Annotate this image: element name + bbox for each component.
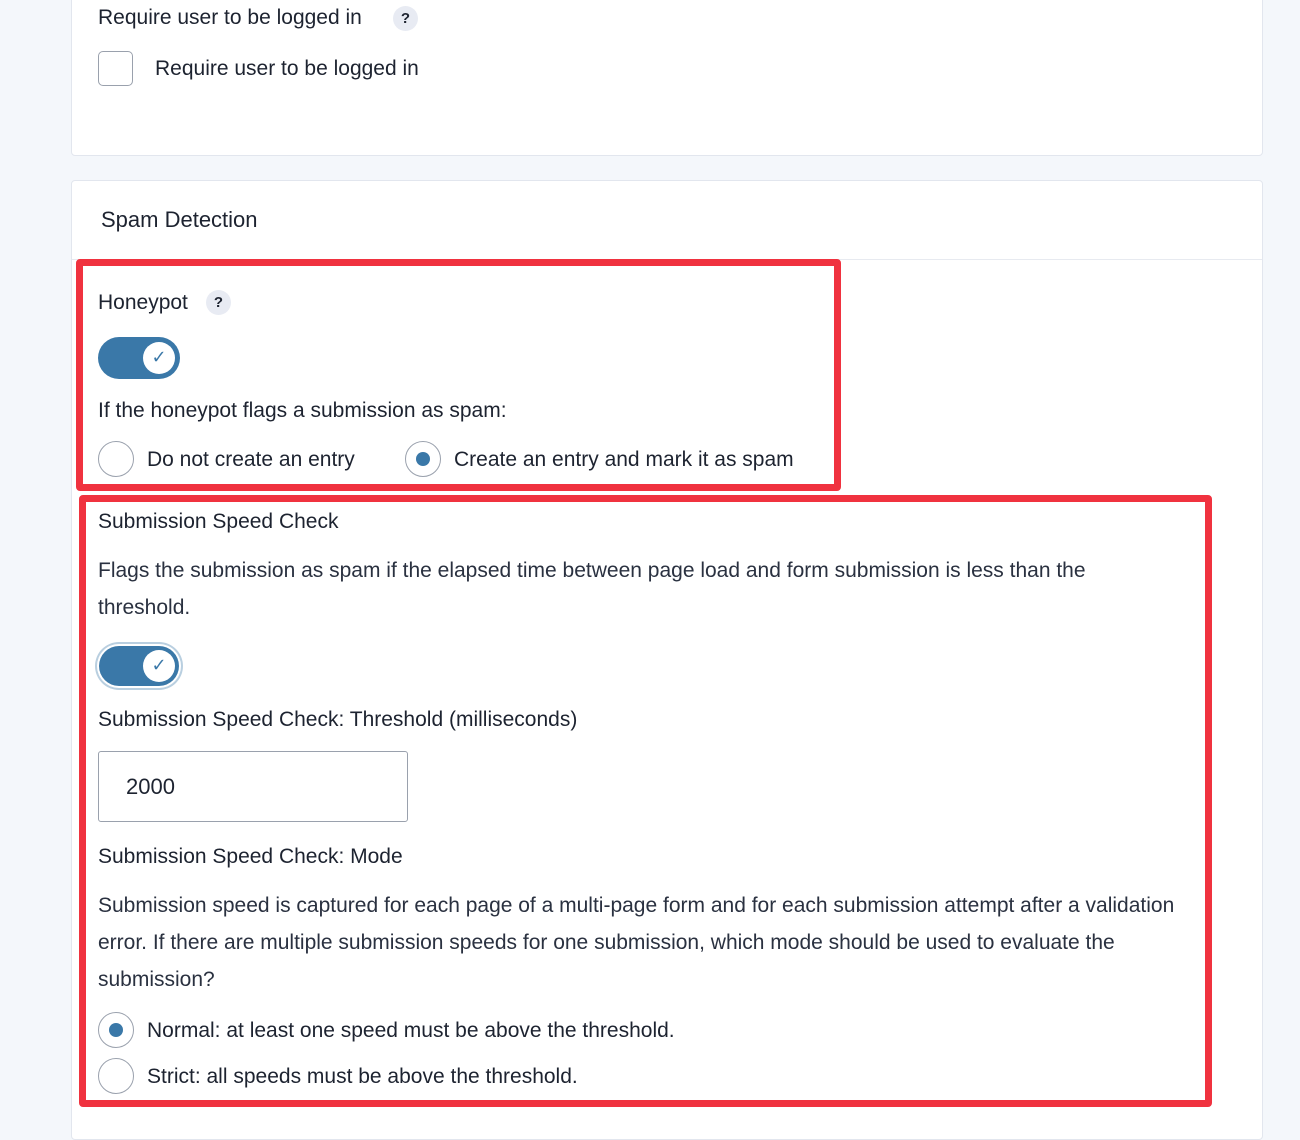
honeypot-question: If the honeypot flags a submission as spam:: [98, 399, 507, 422]
threshold-label: Submission Speed Check: Threshold (milliseconds): [98, 708, 578, 731]
require-login-checkbox[interactable]: [98, 51, 133, 86]
speed-check-label: Submission Speed Check: [98, 510, 339, 533]
speed-check-description: Flags the submission as spam if the elapsed time between page load and form submission is less than the threshold.: [98, 559, 1086, 619]
panel-title: Spam Detection: [101, 207, 258, 232]
radio-label-mode-normal[interactable]: Normal: at least one speed must be above the threshold.: [147, 1019, 675, 1042]
radio-mode-strict[interactable]: [98, 1058, 134, 1094]
radio-mode-normal[interactable]: [98, 1012, 134, 1048]
check-icon: ✓: [143, 650, 175, 682]
radio-label-mode-strict[interactable]: Strict: all speeds must be above the threshold.: [147, 1065, 578, 1088]
help-icon[interactable]: ?: [206, 290, 231, 315]
radio-selected-dot: [109, 1023, 123, 1037]
require-login-heading: Require user to be logged in: [98, 6, 362, 29]
require-login-checkbox-label[interactable]: Require user to be logged in: [155, 57, 419, 80]
radio-label-do-not-create-entry[interactable]: Do not create an entry: [147, 448, 355, 471]
mode-label: Submission Speed Check: Mode: [98, 845, 403, 868]
check-icon: ✓: [143, 342, 175, 374]
threshold-input[interactable]: [98, 751, 408, 822]
radio-selected-dot: [416, 452, 430, 466]
panel-header: [72, 181, 1262, 260]
radio-label-create-entry-mark-spam[interactable]: Create an entry and mark it as spam: [454, 448, 794, 471]
honeypot-label: Honeypot: [98, 291, 188, 314]
mode-description: Submission speed is captured for each page of a multi-page form and for each submission attempt after a validation error. If there are multiple submission speeds for one submission, which mode should be used to evaluate the submission?: [98, 894, 1175, 991]
honeypot-toggle[interactable]: [98, 337, 180, 379]
radio-create-entry-mark-spam[interactable]: [405, 441, 441, 477]
help-icon[interactable]: ?: [393, 6, 418, 31]
radio-do-not-create-entry[interactable]: [98, 441, 134, 477]
speed-check-toggle[interactable]: [99, 646, 179, 686]
